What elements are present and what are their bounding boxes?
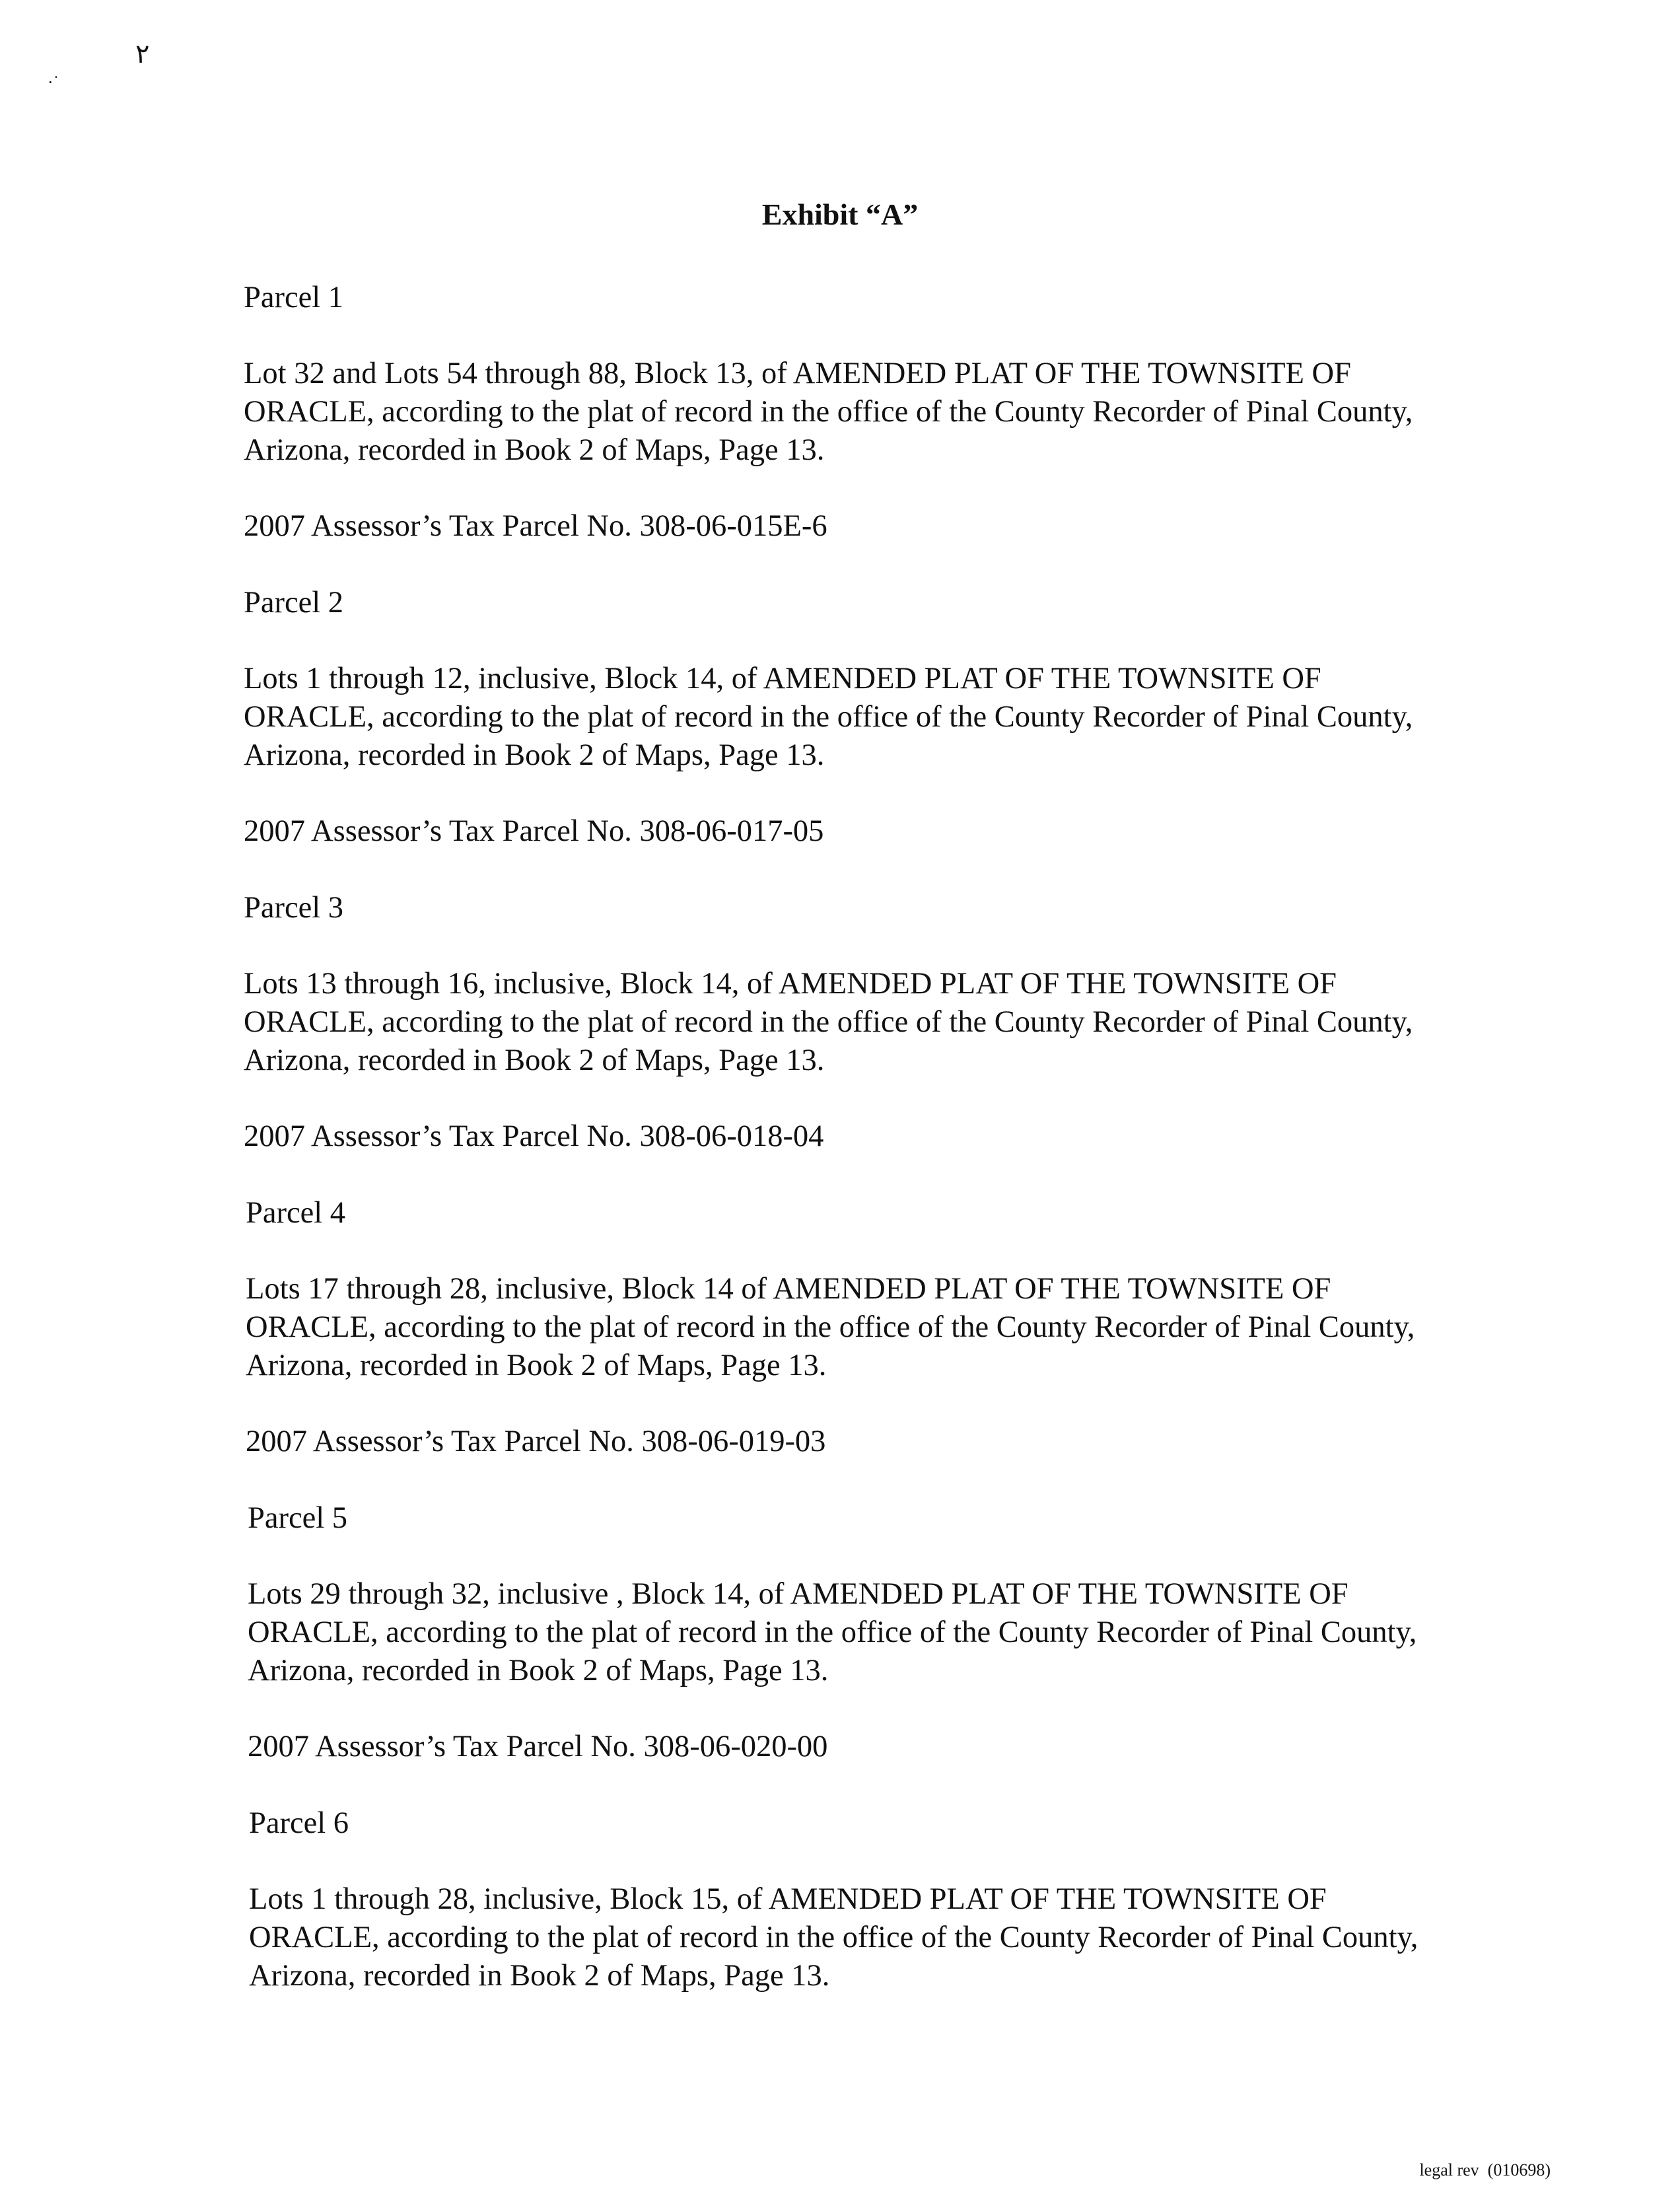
parcel-4-description-line-1: Lots 17 through 28, inclusive, Block 14 of AMENDED PLAT OF THE TOWNSITE OF [246, 1272, 1331, 1306]
parcel-4-description-line-2: ORACLE, according to the plat of record in the office of the County Recorder of Pinal County, [246, 1310, 1415, 1344]
parcel-6-description-line-1: Lots 1 through 28, inclusive, Block 15, of AMENDED PLAT OF THE TOWNSITE OF [249, 1882, 1327, 1916]
parcel-1-tax-number: 2007 Assessor’s Tax Parcel No. 308-06-015E-6 [244, 509, 827, 543]
parcel-5-description-line-2: ORACLE, according to the plat of record in the office of the County Recorder of Pinal County, [248, 1615, 1417, 1649]
parcel-5-description-line-3: Arizona, recorded in Book 2 of Maps, Page 13. [248, 1654, 829, 1687]
parcel-2-description-line-1: Lots 1 through 12, inclusive, Block 14, of AMENDED PLAT OF THE TOWNSITE OF [244, 662, 1321, 695]
parcel-4-heading: Parcel 4 [246, 1196, 346, 1230]
parcel-2-heading: Parcel 2 [244, 586, 344, 620]
parcel-2-description-line-3: Arizona, recorded in Book 2 of Maps, Page 13. [244, 738, 825, 772]
parcel-1-description-line-2: ORACLE, according to the plat of record in the office of the County Recorder of Pinal County, [244, 395, 1413, 429]
parcel-6-description-line-3: Arizona, recorded in Book 2 of Maps, Page 13. [249, 1959, 830, 1993]
parcel-1-description-line-1: Lot 32 and Lots 54 through 88, Block 13, of AMENDED PLAT OF THE TOWNSITE OF [244, 357, 1351, 390]
parcel-3-tax-number: 2007 Assessor’s Tax Parcel No. 308-06-018-04 [244, 1119, 824, 1153]
parcel-1-description-line-3: Arizona, recorded in Book 2 of Maps, Page 13. [244, 433, 825, 467]
parcel-6-description-line-2: ORACLE, according to the plat of record in the office of the County Recorder of Pinal County, [249, 1921, 1418, 1954]
parcel-5-tax-number: 2007 Assessor’s Tax Parcel No. 308-06-020-00 [248, 1730, 828, 1763]
parcel-5-heading: Parcel 5 [248, 1501, 348, 1535]
parcel-5-description-line-1: Lots 29 through 32, inclusive , Block 14, of AMENDED PLAT OF THE TOWNSITE OF [248, 1577, 1348, 1611]
scan-tick-mark: ٢ [135, 39, 150, 69]
parcel-3-description-line-2: ORACLE, according to the plat of record in the office of the County Recorder of Pinal County, [244, 1005, 1413, 1039]
parcel-2-description-line-2: ORACLE, according to the plat of record in the office of the County Recorder of Pinal County, [244, 700, 1413, 734]
parcel-1-heading: Parcel 1 [244, 281, 344, 314]
parcel-2-tax-number: 2007 Assessor’s Tax Parcel No. 308-06-017-05 [244, 814, 824, 848]
parcel-3-description-line-3: Arizona, recorded in Book 2 of Maps, Page 13. [244, 1044, 825, 1077]
parcel-4-tax-number: 2007 Assessor’s Tax Parcel No. 308-06-019-03 [246, 1425, 826, 1458]
parcel-6-heading: Parcel 6 [249, 1806, 349, 1840]
parcel-3-description-line-1: Lots 13 through 16, inclusive, Block 14, of AMENDED PLAT OF THE TOWNSITE OF [244, 967, 1337, 1001]
page-title: Exhibit “A” [761, 197, 919, 231]
revision-footer: legal rev (010698) [1419, 2160, 1551, 2180]
parcel-3-heading: Parcel 3 [244, 891, 344, 925]
scan-dots-mark: ·˙ [48, 73, 59, 92]
parcel-4-description-line-3: Arizona, recorded in Book 2 of Maps, Page 13. [246, 1349, 827, 1382]
